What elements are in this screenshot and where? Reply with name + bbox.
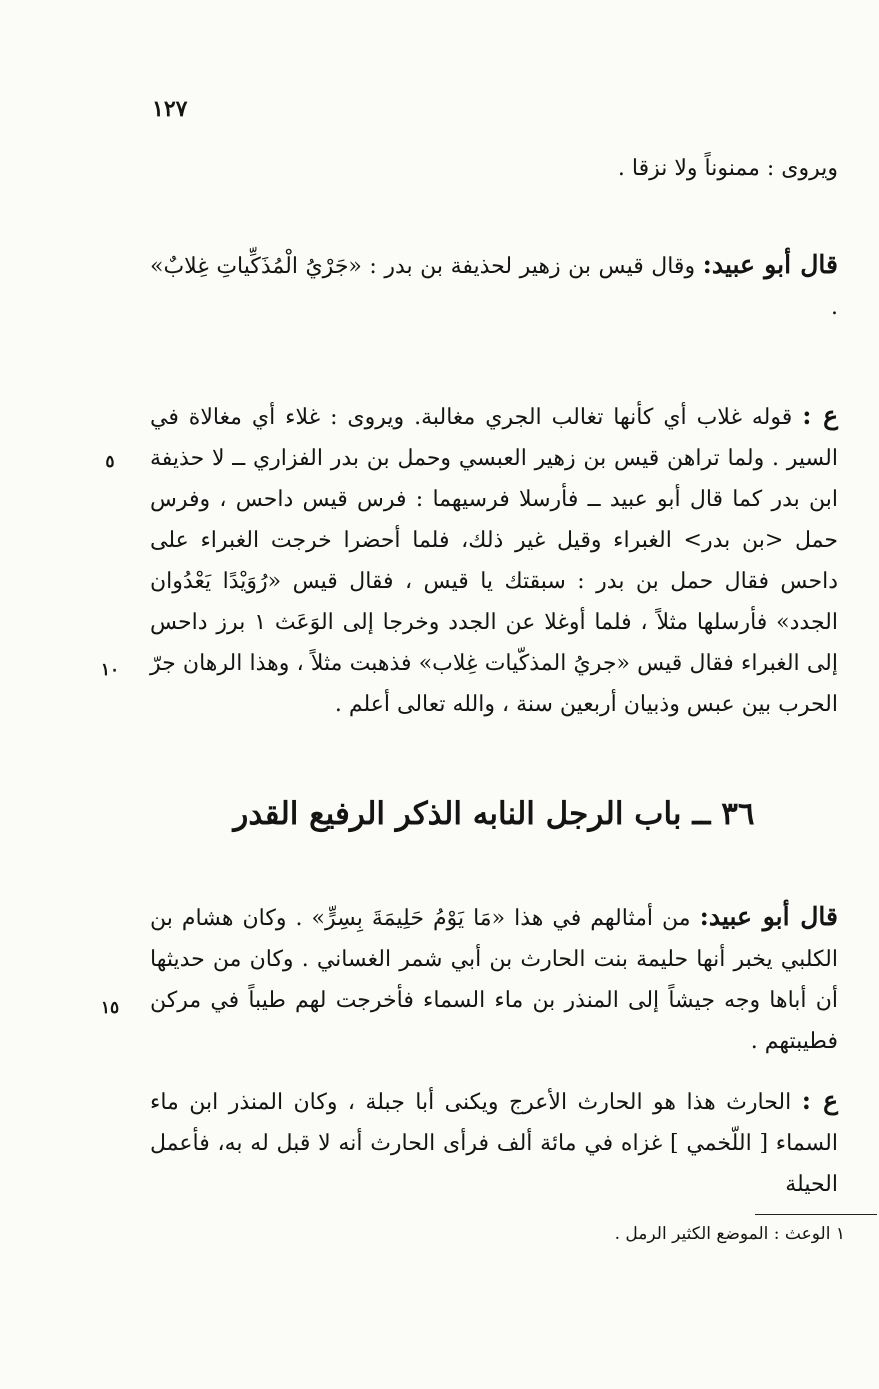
footnote: ١ الوعث : الموضع الكثير الرمل . — [614, 1224, 845, 1244]
line-number-10: ١٠ — [100, 660, 120, 680]
footnote-rule — [755, 1214, 877, 1215]
paragraph-commentary-1 — [150, 395, 838, 725]
speaker-label: قال أبو عبيد: — [702, 250, 838, 279]
line-number-5: ٥ — [105, 452, 115, 472]
variant-line: ويروى : ممنوناً ولا نزقا . — [617, 156, 838, 181]
paragraph-abu-ubayd-2 — [150, 896, 838, 1062]
paragraph-text: من أمثالهم في هذا «مَا يَوْمُ حَلِيمَةَ بِسِرٍّ» . وكان هشام بن الكلبي يخبر أنها حليمة بنت الحارث بن أبي شمر الغساني . وكان من حديثها أن أباها وجه جيشاً إلى المنذر بن ماء السماء فأخرجت لهم طيباً في مركن فطيبتهم . — [150, 906, 838, 1054]
paragraph-text: قوله غلاب أي كأنها تغالب الجري مغالبة. ويروى : غلاء أي مغالاة في السير . ولما تراهن قيس بن زهير العبسي وحمل بن بدر الفزاري ــ لا حذيفة ابن بدر كما قال أبو عبيد ــ فأرسلا فرسيهما : فرس قيس داحس ، وفرس حمل <بن بدر> الغبراء وقيل غير ذلك، فلما أحضرا خرجت الغبراء على داحس فقال حمل بن بدر : سبقتك يا قيس ، فقال قيس «رُوَيْدًا يَعْدُوان الجدد» فأرسلها مثلاً ، فلما أوغلا عن الجدد وخرجا إلى الوَعَث ١ برز داحس إلى الغبراء فقال قيس «جريُ المذكّيات غِلاب» فذهبت مثلاً ، وهذا الرهان جرّ الحرب بين عبس وذبيان أربعين سنة ، والله تعالى أعلم . — [150, 405, 838, 717]
line-number-15: ١٥ — [100, 998, 120, 1018]
page-number: ١٢٧ — [152, 96, 188, 122]
paragraph-text: وقال قيس بن زهير لحذيفة بن بدر : «جَرْيُ الْمُذَكِّياتِ غِلابٌ» . — [150, 254, 838, 320]
commentary-label: ع : — [801, 1086, 838, 1115]
speaker-label: قال أبو عبيد: — [699, 902, 838, 931]
paragraph-text: الحارث هذا هو الحارث الأعرج ويكنى أبا جبلة ، وكان المنذر ابن ماء السماء [ اللّخمي ] غزاه في مائة ألف فرأى الحارث أنه لا قبل له به، فأعمل الحيلة — [150, 1090, 838, 1197]
paragraph-commentary-2 — [150, 1080, 838, 1205]
paragraph-abu-ubayd-1 — [150, 244, 838, 328]
chapter-heading: ٣٦ ــ باب الرجل النابه الذكر الرفيع القدر — [233, 796, 755, 832]
commentary-label: ع : — [802, 401, 838, 430]
